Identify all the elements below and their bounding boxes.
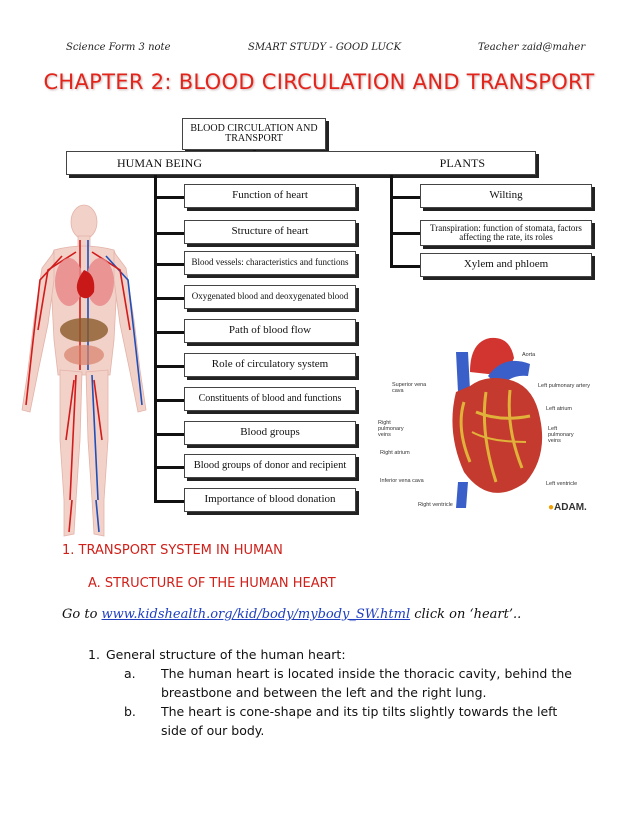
- heart-label: Superior vena cava: [392, 382, 427, 394]
- plants-spine-line: [390, 175, 393, 267]
- map-plant-item: Wilting: [420, 184, 592, 208]
- branch-line: [154, 500, 184, 503]
- branch-line: [154, 365, 184, 368]
- intro-prefix: Go to: [62, 607, 102, 622]
- header-center: SMART STUDY - GOOD LUCK: [248, 42, 402, 53]
- map-human-item: Oxygenated blood and deoxygenated blood: [184, 285, 356, 309]
- branch-line: [154, 466, 184, 469]
- heart-label: Right pulmonary veins: [378, 420, 404, 438]
- section-heading-a: A. STRUCTURE OF THE HUMAN HEART: [88, 576, 336, 591]
- map-human-item: Blood groups of donor and recipient: [184, 454, 356, 478]
- heart-label: Left pulmonary veins: [548, 426, 574, 444]
- list-label-a: a.: [124, 666, 136, 681]
- branch-line: [154, 331, 184, 334]
- map-root: BLOOD CIRCULATION AND TRANSPORT: [182, 118, 326, 150]
- heart-label: Left ventricle: [546, 481, 578, 487]
- list-item-a: The human heart is located inside the thoracic cavity, behind the breastbone and between the left and the right lung.: [161, 666, 572, 700]
- branch-line: [154, 399, 184, 402]
- branch-line: [390, 196, 420, 199]
- heart-label: Inferior vena cava: [380, 478, 424, 484]
- map-human-item: Blood vessels: characteristics and functions: [184, 251, 356, 275]
- intro-line: [62, 607, 521, 622]
- intro-suffix: click on ‘heart’..: [410, 607, 522, 622]
- section-heading-1: 1. TRANSPORT SYSTEM IN HUMAN: [62, 543, 283, 558]
- map-branch-bar: [66, 151, 536, 175]
- heart-label: Left pulmonary artery: [538, 383, 590, 389]
- branch-human: HUMAN BEING: [117, 155, 202, 170]
- adam-logo-mark: ●: [548, 502, 555, 513]
- map-plant-item: Transpiration: function of stomata, factors affecting the rate, its roles: [420, 220, 592, 246]
- list-label-b: b.: [124, 704, 136, 719]
- heart-label: Right atrium: [380, 450, 410, 456]
- header-left: Science Form 3 note: [66, 42, 171, 53]
- header-right: Teacher zaid@maher: [478, 42, 586, 53]
- branch-plants: PLANTS: [439, 155, 485, 170]
- heart-label: Right ventricle: [418, 502, 453, 508]
- kidshealth-link[interactable]: www.kidshealth.org/kid/body/mybody_SW.html: [101, 607, 411, 622]
- map-human-item: Path of blood flow: [184, 319, 356, 343]
- branch-line: [390, 232, 420, 235]
- branch-line: [390, 265, 420, 268]
- branch-line: [154, 297, 184, 300]
- map-human-item: Constituents of blood and functions: [184, 387, 356, 411]
- list-item-b: The heart is cone-shape and its tip tilts slightly towards the left side of our body.: [161, 704, 558, 738]
- map-human-item: Role of circulatory system: [184, 353, 356, 377]
- list-number-1: 1.: [88, 647, 100, 662]
- page-title: CHAPTER 2: BLOOD CIRCULATION AND TRANSPORT: [43, 70, 595, 94]
- circulatory-system-illustration: [14, 200, 154, 545]
- branch-line: [154, 232, 184, 235]
- map-plant-item: Xylem and phloem: [420, 253, 592, 277]
- human-spine-line: [154, 175, 157, 501]
- map-human-item: Importance of blood donation: [184, 488, 356, 512]
- adam-logo-text: ADAM.: [554, 502, 587, 513]
- list-item-1: General structure of the human heart:: [106, 647, 346, 662]
- adam-logo: [548, 502, 587, 513]
- branch-line: [154, 263, 184, 266]
- map-human-item: Function of heart: [184, 184, 356, 208]
- map-human-item: Blood groups: [184, 421, 356, 445]
- heart-illustration: [430, 332, 550, 512]
- heart-label: Left atrium: [546, 406, 572, 412]
- map-human-item: Structure of heart: [184, 220, 356, 244]
- heart-label: Aorta: [522, 352, 536, 358]
- branch-line: [154, 196, 184, 199]
- branch-line: [154, 433, 184, 436]
